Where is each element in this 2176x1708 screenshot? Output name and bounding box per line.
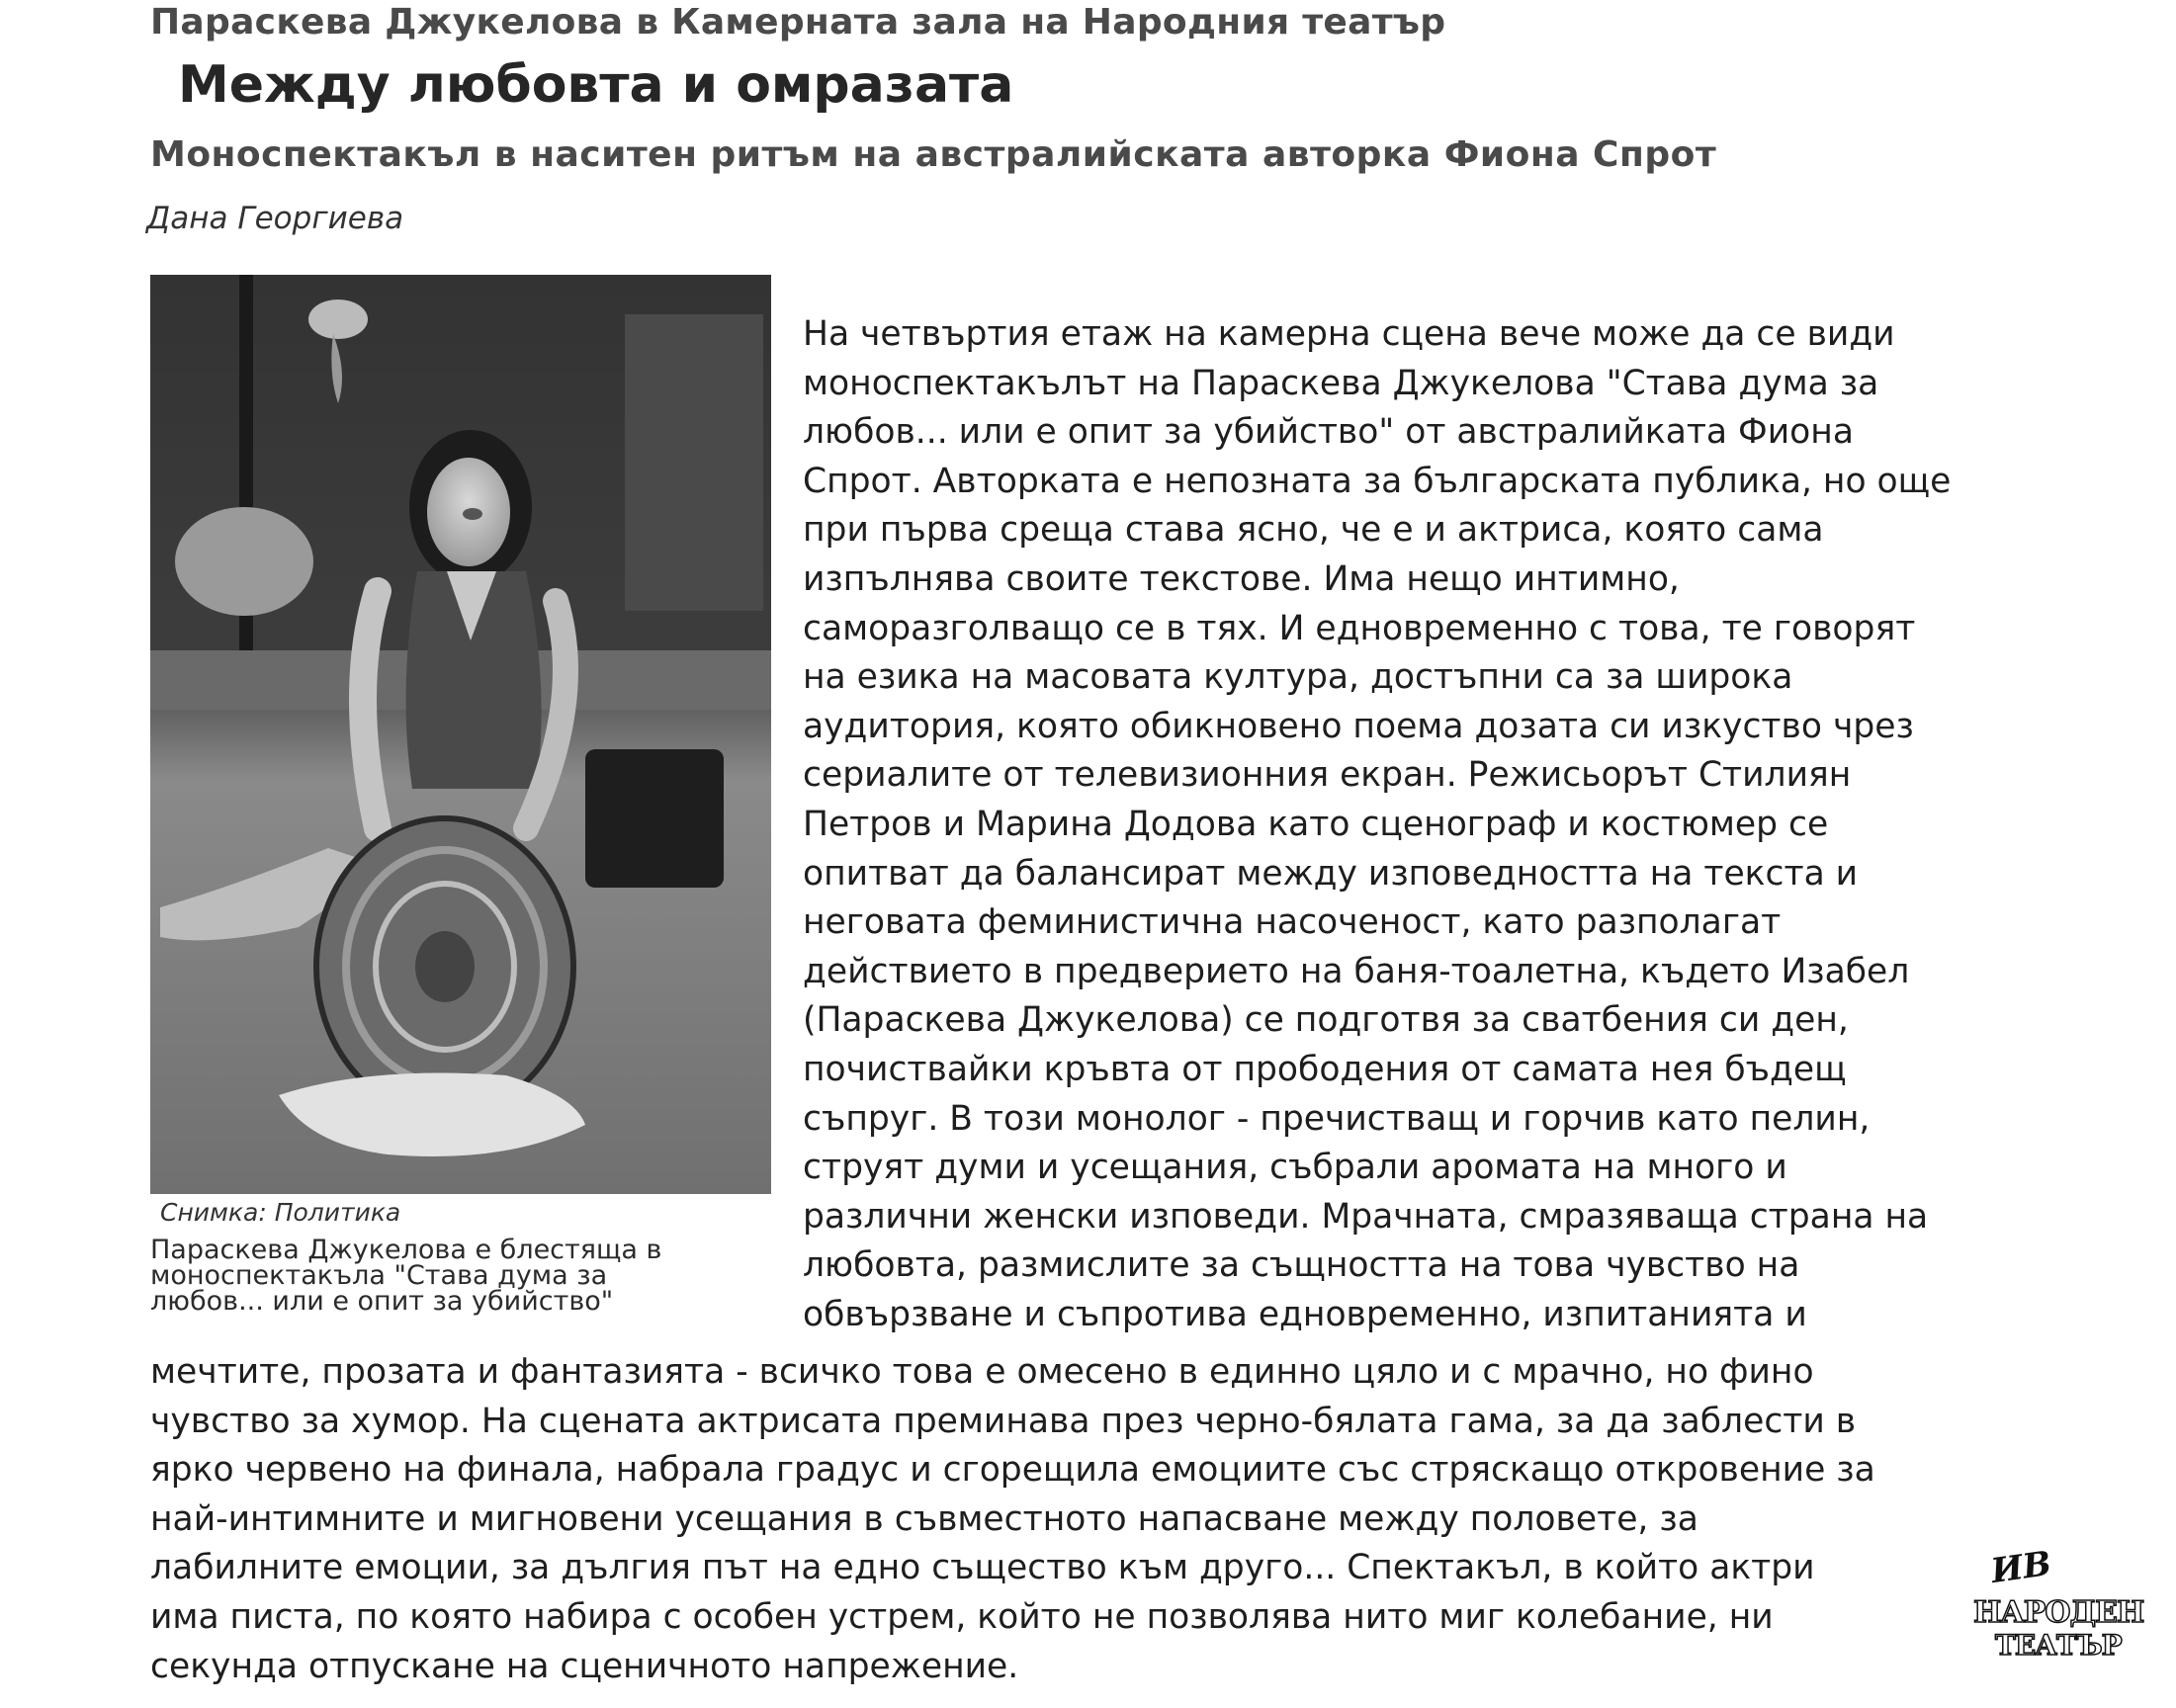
body-line: Петров и Марина Додова като сценограф и костюмер се [803,804,1829,844]
body-line: струят думи и усещания, събрали аромата на много и [803,1148,1787,1188]
article-headline: Между любовта и омразата [178,55,1014,115]
body-line: секунда отпускане на сценичното напрежение. [150,1646,1019,1686]
body-line: има писта, по която набира с особен устрем, който не позволява нито миг колебание, ни [150,1596,1774,1637]
body-line: любов... или е опит за убийство" от австралийката Фиона [803,412,1854,453]
body-line: действието в предверието на баня-тоалетна, където Изабел [803,951,1910,991]
body-line: неговата феминистична насоченост, като разполагат [803,902,1782,943]
caption-line: моноспектакъла "Става дума за [150,1260,608,1291]
article-byline: Дана Георгиева [146,201,404,236]
article-photo [150,275,771,1194]
body-line: съпруг. В този монолог - пречистващ и горчив като пелин, [803,1098,1871,1139]
body-line: аудитория, която обикновено поема дозата си изкуство чрез [803,706,1914,746]
logo-signature: ИВ [1988,1543,2054,1592]
body-line: почиствайки кръвта от прободения от самата нея бъдещ [803,1049,1847,1089]
photo-credit: Снимка: Политика [160,1198,401,1227]
caption-line: Параскева Джукелова е блестяща в [150,1235,662,1265]
body-line: моноспектакълът на Параскева Джукелова "Става дума за [803,363,1879,403]
caption-line: любов... или е опит за убийство" [150,1286,614,1317]
body-line: любовта, размислите за същността на това чувство на [803,1245,1800,1286]
body-line: лабилните емоции, за дългия път на едно същество към друго... Спектакъл, в който актри [150,1548,1815,1588]
body-line: саморазголващо се в тях. И едновременно с това, те говорят [803,608,1916,648]
logo-word-2: ТЕАТЪР [1995,1629,2122,1662]
body-line: чувство за хумор. На сцената актрисата преминава през черно-бялата гама, за да заблести в [150,1401,1857,1441]
body-line: мечтите, прозата и фантазията - всичко това е омесено в единно цяло и с мрачно, но фино [150,1352,1814,1392]
article-body-full-width [150,1348,2118,1691]
article-body-column [803,310,2078,1339]
body-line: На четвъртия етаж на камерна сцена вече може да се види [803,314,1895,354]
body-line: на езика на масовата култура, достъпни са за широка [803,657,1793,698]
national-theatre-logo [1971,1543,2144,1665]
article-kicker: Параскева Джукелова в Камерната зала на Народния театър [150,2,1446,43]
body-line: при първа среща става ясно, че е и актриса, която сама [803,510,1824,551]
body-line: ярко червено на финала, набрала градус и сгорещила емоциите със стряскащо откровение за [150,1450,1875,1491]
photo-caption [150,1235,763,1317]
body-line: опитват да балансират между изповедността на текста и [803,853,1859,894]
article-subheadline: Моноспектакъл в наситен ритъм на австралийската авторка Фиона Спрот [150,134,1717,175]
body-line: (Параскева Джукелова) се подготвя за сватбения си ден, [803,1000,1849,1041]
body-line: Спрот. Авторката е непозната за българската публика, но още [803,461,1952,501]
logo-word-1: НАРОДЕН [1973,1595,2144,1630]
body-line: изпълнява своите текстове. Има нещо интимно, [803,558,1680,599]
body-line: различни женски изповеди. Мрачната, смразяваща страна на [803,1196,1929,1237]
body-line: най-интимните и мигновени усещания в съвместното напасване между половете, за [150,1498,1698,1539]
body-line: сериалите от телевизионния екран. Режисьорът Стилиян [803,755,1852,796]
body-line: обвързване и съпротива едновременно, изпитанията и [803,1294,1807,1334]
